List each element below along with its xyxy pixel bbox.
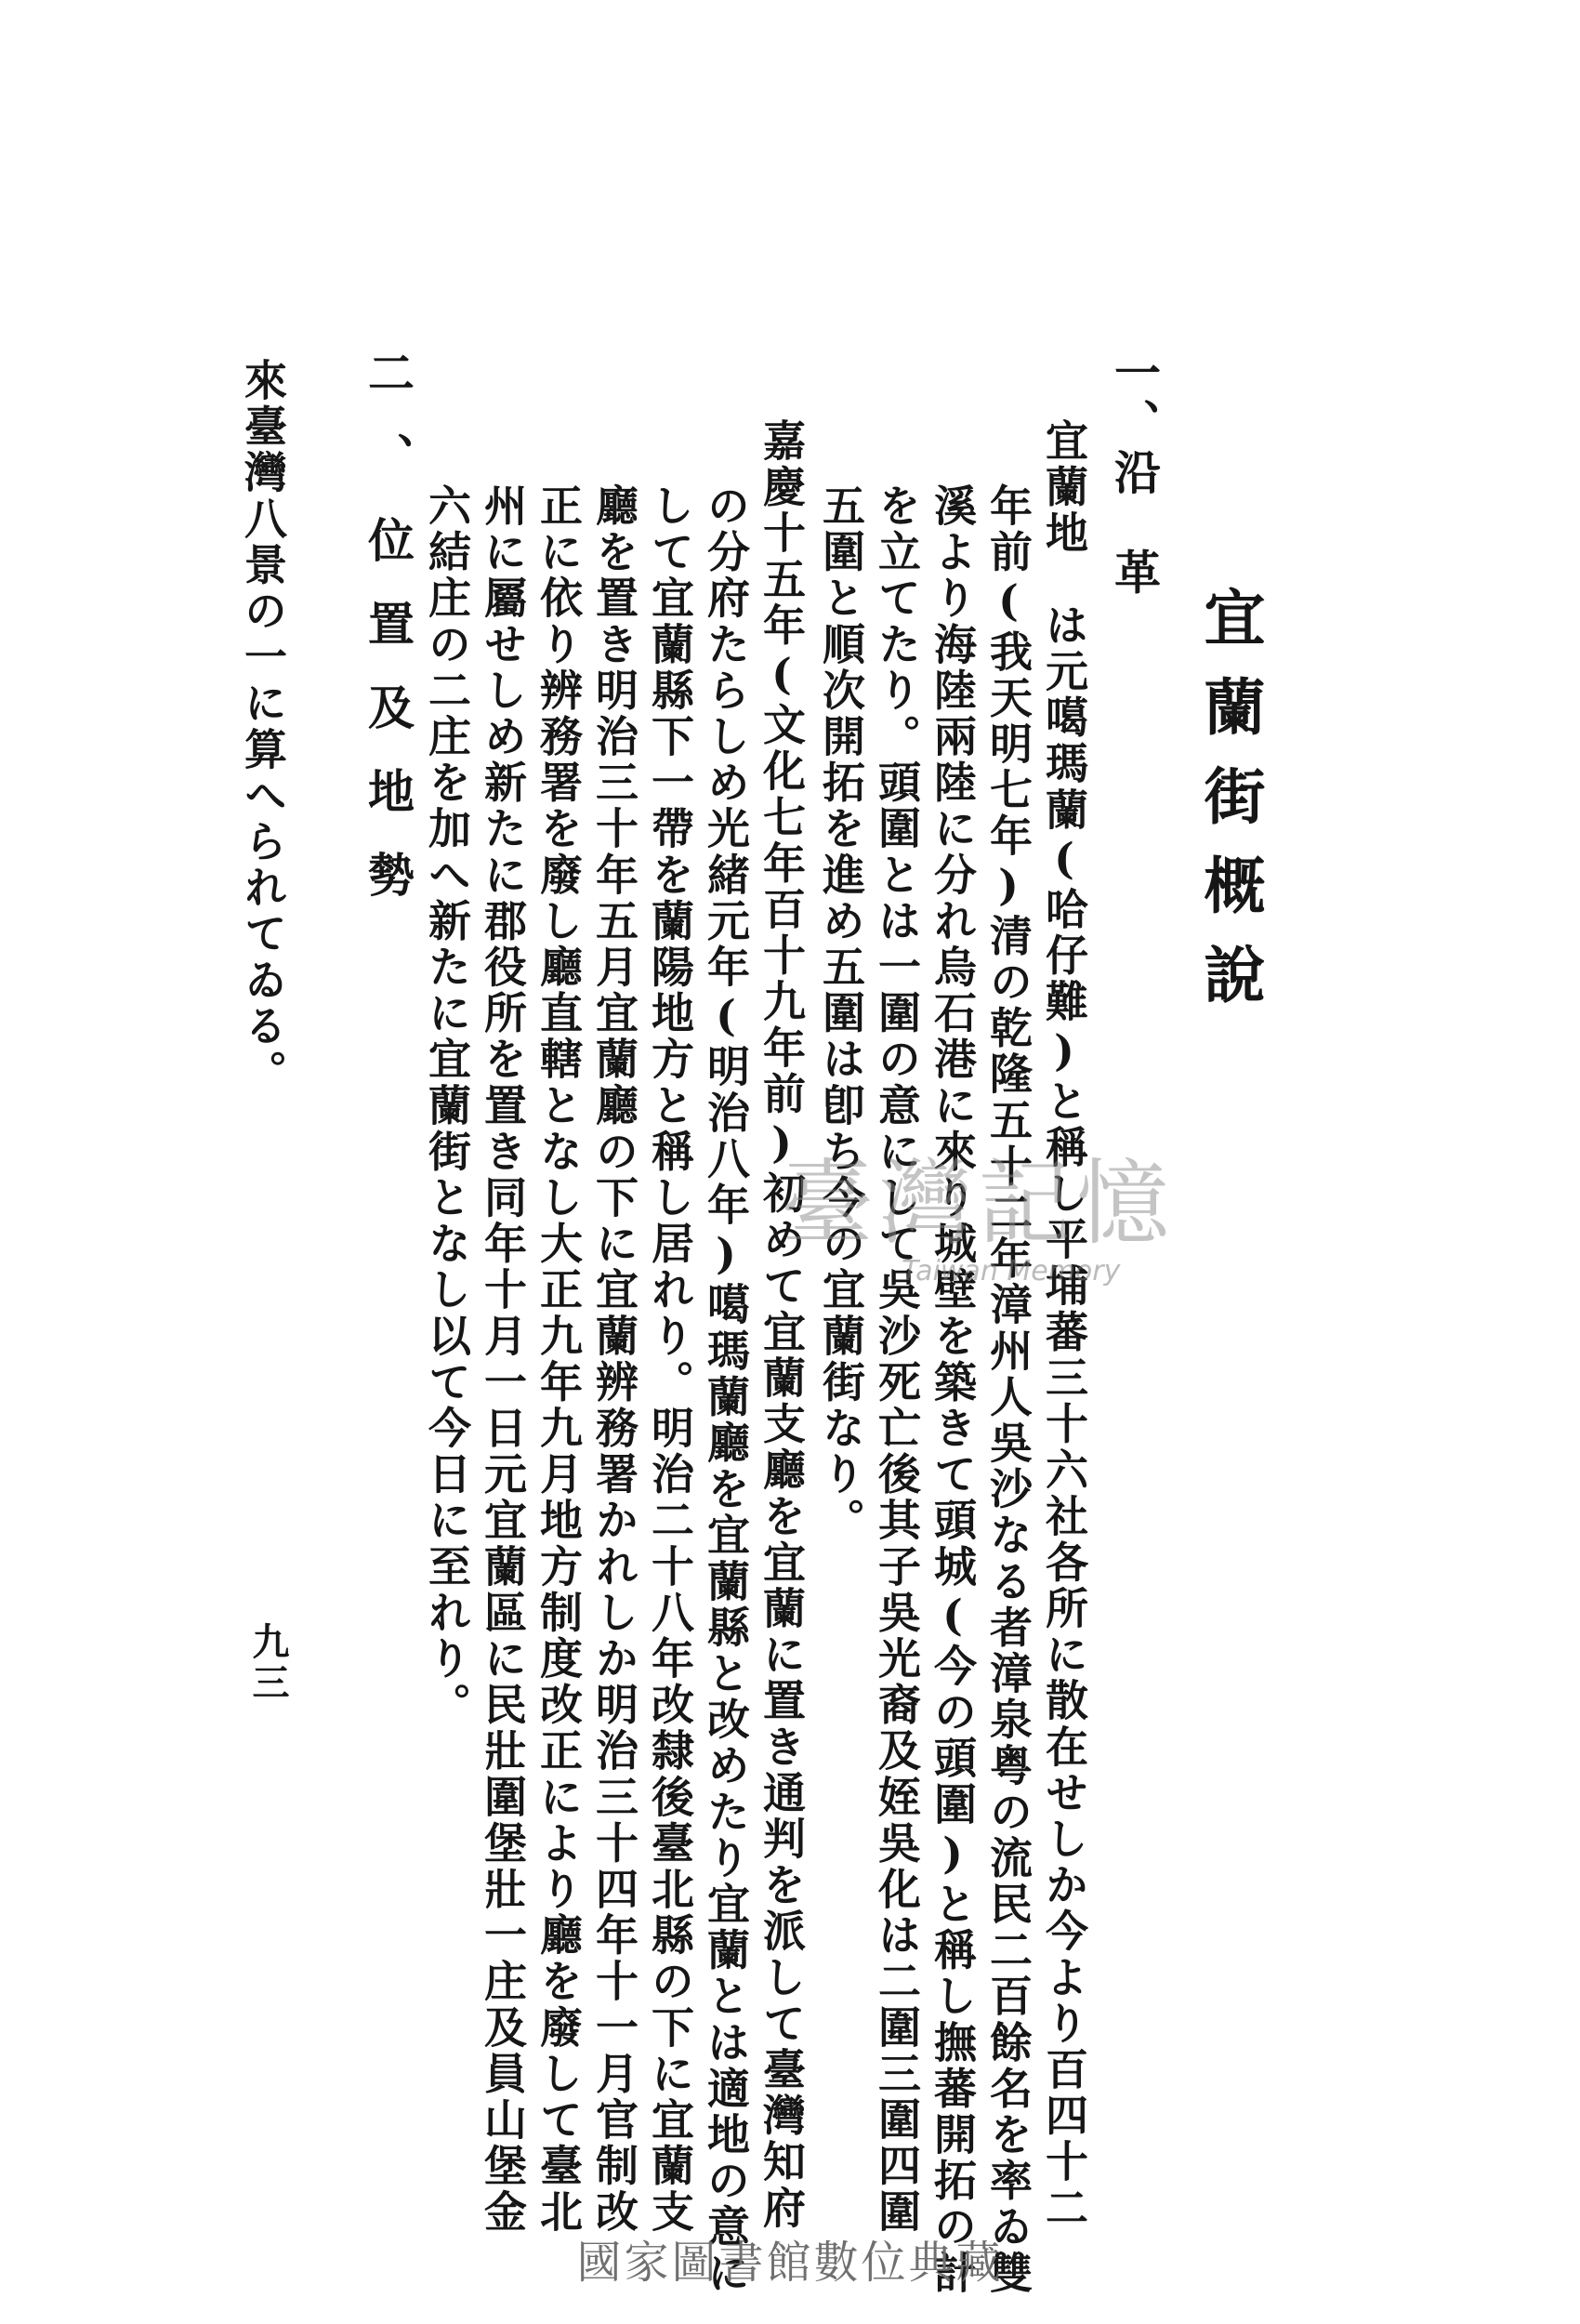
body-line: 宜蘭地 は元噶瑪蘭(哈仔難)と稱し平埔蕃三十六社各所に散在せしか今より百四十二 (1039, 418, 1089, 2232)
body-line: を立てたり。頭圍とは一圍の意にして吳沙死亡後其子吳光裔及姪吳化は二圍三圍四圍 (872, 483, 922, 2236)
body-line: の分府たらしめ光緒元年(明治八年)噶瑪蘭廳を宜蘭縣と改めたり宜蘭とは適地の意に (701, 483, 751, 2297)
body-line: して宜蘭縣下一帶を蘭陽地方と稱し居れり。明治二十八年改隸後臺北縣の下に宜蘭支 (645, 483, 695, 2236)
body-line: 廳を置き明治三十年五月宜蘭廳の下に宜蘭辨務署かれしか明治三十四年十一月官制改 (589, 483, 639, 2236)
body-line: 正に依り辨務署を廢し廳直轄となし大正九年九月地方制度改正により廳を廢して臺北 (533, 483, 584, 2236)
watermark-cjk: 臺灣記憶 (781, 1149, 1175, 1258)
body-line: 年前(我天明七年)清の乾隆五十二年漳州人吳沙なる者漳泉粤の流民二百餘名を率ゐ雙 (983, 483, 1034, 2297)
body-line: 州に屬せしめ新たに郡役所を置き同年十月一日元宜蘭區に民壯圍堡壯一庄及員山堡金 (478, 483, 528, 2236)
page-title: 宜蘭街概說 (1193, 586, 1266, 1032)
page-number: 九三 (246, 1622, 290, 1704)
continuation-line: 來臺灣八景の一に算へられてゐる。 (238, 358, 288, 1096)
body-line: 嘉慶十五年(文化七年百十九年前)初めて宜蘭支廳を宜蘭に置き通判を派して臺灣知府 (757, 418, 807, 2232)
library-credit: 國家圖書館數位典藏 (576, 2237, 1004, 2289)
section-heading-2: 二、位置及地勢 (361, 349, 415, 934)
section-heading-1: 一、沿 革 (1107, 349, 1162, 598)
watermark-english: Taiwan Memory (902, 1255, 1121, 1287)
body-line: 五圍と順次開拓を進め五圍は卽ち今の宜蘭街なり。 (816, 483, 866, 1544)
body-line: 六結庄の二庄を加へ新たに宜蘭街となし以て今日に至れり。 (422, 483, 472, 1729)
body-line: 溪より海陸兩陸に分れ烏石港に來り城壁を築きて頭城(今の頭圍)と稱し撫蕃開拓の計 (928, 483, 978, 2297)
